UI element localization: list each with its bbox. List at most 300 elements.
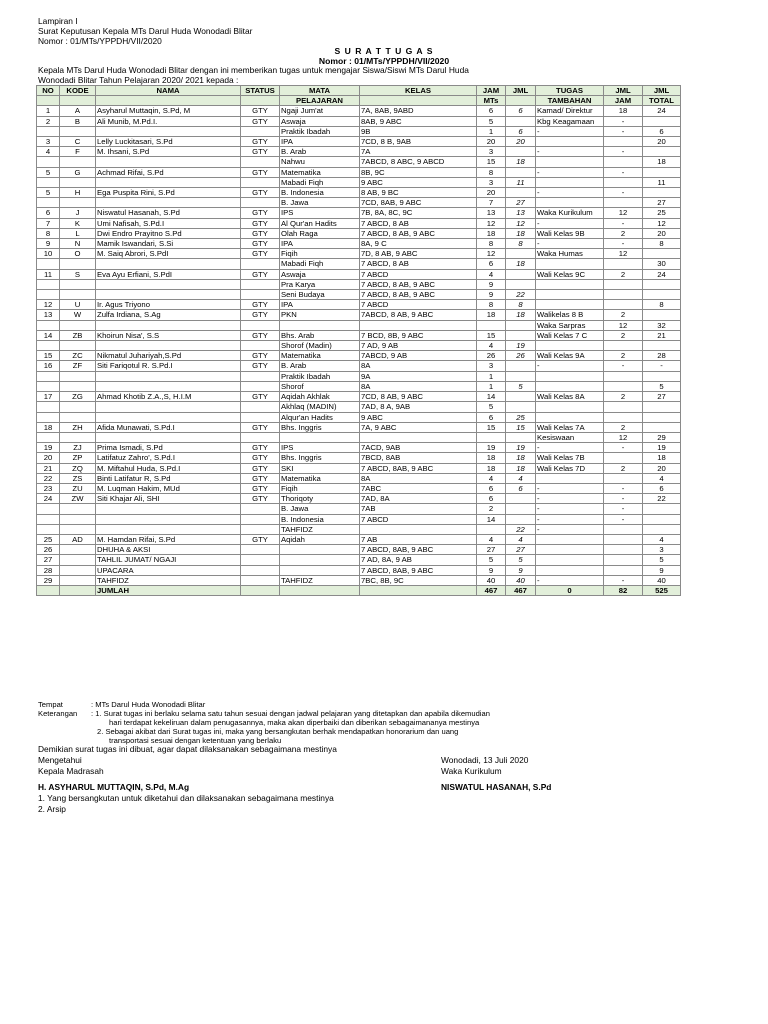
cell-jml-jam: 2 [604,310,643,320]
cell-mapel: B. Indonesia [280,188,360,198]
cell-jml-jam: - [604,494,643,504]
cell-status [241,126,280,136]
cell-jml-total: 4 [643,534,681,544]
cell-tugas: Kesiswaan [536,432,604,442]
cell-jml-jam: 2 [604,422,643,432]
cell-jml [506,392,536,402]
cell-no [37,126,60,136]
cell-tugas: Wali Kelas 9B [536,228,604,238]
cell-status: GTY [241,106,280,116]
cell-no: 2 [37,116,60,126]
cell-kelas: 7 BCD, 8B, 9 ABC [360,330,477,340]
cell-status [241,555,280,565]
cell-jam: 7 [477,198,506,208]
cell-mapel: Mabadi Fiqh [280,177,360,187]
cell-kode: W [60,310,96,320]
table-row [37,167,681,177]
cell-kode: O [60,249,96,259]
letter-number: Nomor : 01/MTs/YPPDH/VII/2020 [318,56,450,66]
col-tugas-sub: TAMBAHAN [536,96,604,106]
cell-jml [506,116,536,126]
cell-kelas: 7 ABCD, 8AB, 9 ABC [360,565,477,575]
cell-jml-total: 12 [643,218,681,228]
cell-mapel: Praktik Ibadah [280,371,360,381]
cell-mapel: PKN [280,310,360,320]
cell-mapel: Pra Karya [280,279,360,289]
cell-status: GTY [241,392,280,402]
cell-jml-jam [604,290,643,300]
cell-status: GTY [241,300,280,310]
cell-jam: 3 [477,361,506,371]
cell-kelas: 7CD, 8AB, 9 ABC [360,198,477,208]
cell-jam: 15 [477,157,506,167]
cell-kelas: 8 AB, 9 BC [360,188,477,198]
cell-jml-jam: - [604,147,643,157]
cell-jam: 20 [477,188,506,198]
cell-status: GTY [241,351,280,361]
cell-jml-total [643,402,681,412]
cell-status: GTY [241,269,280,279]
cell-no [37,259,60,269]
cell-kelas: 7 ABCD, 8AB, 9 ABC [360,463,477,473]
cell-jml-total [643,167,681,177]
cell-nama [96,402,241,412]
cell-tugas [536,534,604,544]
cell-kelas [360,524,477,534]
cell-jml-jam: - [604,126,643,136]
cell-jml: 20 [506,137,536,147]
cell-mapel: Matematika [280,167,360,177]
cell-tugas: - [536,126,604,136]
cell-jml: 27 [506,198,536,208]
cell-jam: 3 [477,147,506,157]
cell-jml: 22 [506,290,536,300]
cell-kode: AD [60,534,96,544]
attachment-label: Lampiran I [38,16,78,26]
total-jml: 467 [506,585,536,595]
cell-no: 3 [37,137,60,147]
cell-jml-total [643,412,681,422]
cell-tugas [536,473,604,483]
cell-status [241,259,280,269]
cell-jml: 18 [506,157,536,167]
cell-no: 26 [37,545,60,555]
cell-mapel: Al Qur'an Hadits [280,218,360,228]
cell-nama: Mamik Iswandari, S.Si [96,239,241,249]
cell-nama [96,381,241,391]
cell-mapel: Matematika [280,351,360,361]
cell-status: GTY [241,453,280,463]
cell-kode: ZS [60,473,96,483]
cell-jam: 20 [477,137,506,147]
table-header [37,86,681,106]
cell-nama: Ir. Agus Triyono [96,300,241,310]
cell-jml-total: 24 [643,106,681,116]
cell-nama: Umi Nafisah, S.Pd.I [96,218,241,228]
col-status-sub [241,96,280,106]
cell-kode: C [60,137,96,147]
cell-jml-total: 32 [643,320,681,330]
cell-nama [96,198,241,208]
cell-jml: 8 [506,300,536,310]
cell-jam: 27 [477,545,506,555]
cell-jml: 18 [506,463,536,473]
cell-no [37,320,60,330]
cell-kelas: 7 AD, 8A, 9 AB [360,555,477,565]
cell-kode: ZC [60,351,96,361]
cell-tugas: - [536,575,604,585]
cell-nama [96,341,241,351]
cell-no [37,402,60,412]
table-row [37,402,681,412]
cell-nama [96,371,241,381]
cell-mapel: Aswaja [280,269,360,279]
table-row [37,575,681,585]
cell-tugas: Kbg Keagamaan [536,116,604,126]
col-no: NO [37,86,60,96]
cell-no: 11 [37,269,60,279]
cell-kelas: 7CD, 8 B, 9AB [360,137,477,147]
distribution-note-1: 1. Yang bersangkutan untuk diketahui dan dilaksanakan sebagaimana mestinya [38,793,334,803]
col-jam-sub: MTs [477,96,506,106]
cell-jml-total: 29 [643,432,681,442]
cell-nama: Prima Ismadi, S.Pd [96,443,241,453]
cell-kelas: 7ABCD, 8 AB, 9 ABC [360,310,477,320]
cell-jam: 4 [477,534,506,544]
cell-jam: 40 [477,575,506,585]
cell-no [37,371,60,381]
cell-status: GTY [241,249,280,259]
cell-mapel: Bhs. Arab [280,330,360,340]
cell-kode [60,545,96,555]
cell-tugas: - [536,218,604,228]
cell-jam: 18 [477,310,506,320]
cell-tugas [536,555,604,565]
cell-jml-total: 5 [643,381,681,391]
cell-kode: ZP [60,453,96,463]
table-row [37,198,681,208]
table-row [37,453,681,463]
cell-nama: Binti Latifatur R, S.Pd [96,473,241,483]
curriculum-title: Waka Kurikulum [441,766,502,776]
table-row [37,473,681,483]
cell-jml-total: 27 [643,392,681,402]
cell-mapel: IPS [280,443,360,453]
principal-name: H. ASYHARUL MUTTAQIN, S.Pd, M.Ag [38,782,190,792]
cell-no [37,177,60,187]
cell-jml-total [643,504,681,514]
cell-no [37,524,60,534]
cell-no: 6 [37,208,60,218]
cell-kelas: 9 ABC [360,412,477,422]
cell-jam: 1 [477,371,506,381]
cell-jml [506,330,536,340]
cell-jml-total [643,310,681,320]
table-row [37,279,681,289]
cell-jml-jam: 2 [604,351,643,361]
cell-kode [60,402,96,412]
place-label: Tempat [38,700,63,709]
cell-status [241,177,280,187]
col-kelas: KELAS [360,86,477,96]
cell-status [241,575,280,585]
cell-jam: 18 [477,453,506,463]
cell-status [241,432,280,442]
cell-jam [477,320,506,330]
note-1: : 1. Surat tugas ini berlaku selama satu tahun sesuai dengan jadwal pelajaran yang ditetapkan dan apabila dikemudian [91,709,490,718]
cell-status [241,371,280,381]
cell-kode [60,290,96,300]
cell-mapel: SKI [280,463,360,473]
table-row [37,412,681,422]
cell-jml: 6 [506,126,536,136]
cell-jml-jam [604,545,643,555]
cell-kode: S [60,269,96,279]
cell-status [241,279,280,289]
cell-nama [96,157,241,167]
cell-jam: 1 [477,381,506,391]
cell-kode: ZB [60,330,96,340]
cell-jml-jam [604,341,643,351]
cell-jam: 12 [477,249,506,259]
cell-kode: L [60,228,96,238]
cell-jml: 19 [506,341,536,351]
cell-mapel: TAHFIDZ [280,575,360,585]
total-tugas: 0 [536,585,604,595]
cell-mapel: Bhs. Inggris [280,422,360,432]
cell-kode [60,432,96,442]
cell-nama: Zulfa Irdiana, S.Ag [96,310,241,320]
cell-jam: 4 [477,473,506,483]
table-row [37,351,681,361]
closing-text: Demikian surat tugas ini dibuat, agar dapat dilaksanakan sebagaimana mestinya [38,744,337,754]
cell-status: GTY [241,534,280,544]
total-row [37,585,681,595]
principal-title: Kepala Madrasah [38,766,104,776]
cell-jml-jam: 18 [604,106,643,116]
cell-jam: 5 [477,555,506,565]
col-jml-jam: JML [604,86,643,96]
cell-jam: 18 [477,228,506,238]
cell-status: GTY [241,473,280,483]
cell-mapel: Shorof (Madin) [280,341,360,351]
cell-kelas: 7 ABCD, 8 AB, 9 ABC [360,279,477,289]
cell-kode [60,514,96,524]
cell-kode [60,504,96,514]
cell-no: 15 [37,351,60,361]
cell-kode: J [60,208,96,218]
cell-jam: 3 [477,177,506,187]
intro-line-1: Kepala MTs Darul Huda Wonodadi Blitar dengan ini memberikan tugas untuk mengajar Siswa/Siswi MTs Darul Huda [38,65,469,75]
cell-jml-total [643,341,681,351]
col-jml: JML [506,86,536,96]
cell-jml-total: 19 [643,443,681,453]
cell-tugas [536,545,604,555]
cell-nama: Siti Khajar Ali, SHI [96,494,241,504]
cell-kode: ZU [60,483,96,493]
cell-jml-total [643,147,681,157]
cell-kelas: 7BC, 8B, 9C [360,575,477,585]
cell-kelas: 7AD, 8 A, 9AB [360,402,477,412]
cell-tugas [536,259,604,269]
cell-jml-jam [604,371,643,381]
cell-status: GTY [241,147,280,157]
cell-status: GTY [241,463,280,473]
cell-jml [506,494,536,504]
cell-tugas: Waka Sarpras [536,320,604,330]
col-jml-total-sub: TOTAL [643,96,681,106]
cell-tugas [536,198,604,208]
cell-kelas: 7 ABCD, 8 AB [360,259,477,269]
table-row [37,483,681,493]
table-row [37,218,681,228]
cell-nama [96,177,241,187]
cell-mapel: B. Indonesia [280,514,360,524]
cell-jml-jam: - [604,167,643,177]
cell-tugas [536,177,604,187]
cell-jml: 18 [506,259,536,269]
cell-mapel: B. Jawa [280,504,360,514]
cell-nama: TAHLIL JUMAT/ NGAJI [96,555,241,565]
cell-jml: 5 [506,381,536,391]
cell-nama: Afida Munawati, S.Pd.I [96,422,241,432]
cell-kelas: 8AB, 9 ABC [360,116,477,126]
cell-jml-total: 11 [643,177,681,187]
cell-nama: Dwi Endro Prayitno S.Pd [96,228,241,238]
cell-jam: 6 [477,259,506,269]
cell-kelas: 8A [360,361,477,371]
cell-jml-total: 20 [643,228,681,238]
cell-jml-jam: 2 [604,463,643,473]
cell-jml [506,361,536,371]
cell-jml-jam [604,565,643,575]
cell-nama: Latifatuz Zahro', S.Pd.I [96,453,241,463]
table-row [37,116,681,126]
table-row [37,147,681,157]
cell-jml-jam: 2 [604,330,643,340]
cell-tugas [536,290,604,300]
cell-jml-jam: - [604,188,643,198]
cell-jam: 14 [477,392,506,402]
table-row [37,249,681,259]
cell-no: 9 [37,239,60,249]
cell-jam: 6 [477,412,506,422]
cell-jml-jam: 2 [604,392,643,402]
cell-jml [506,249,536,259]
cell-mapel: IPA [280,137,360,147]
col-jml-sub [506,96,536,106]
cell-no: 12 [37,300,60,310]
cell-jam: 1 [477,126,506,136]
col-mapel-sub: PELAJARAN [280,96,360,106]
cell-no: 17 [37,392,60,402]
cell-tugas [536,381,604,391]
cell-kelas: 7 ABCD, 8AB, 9 ABC [360,545,477,555]
cell-nama [96,126,241,136]
cell-nama: Eva Ayu Erfiani, S.PdI [96,269,241,279]
cell-mapel: Nahwu [280,157,360,167]
cell-jml [506,188,536,198]
cell-jml-jam: 12 [604,208,643,218]
cell-status: GTY [241,330,280,340]
table-row [37,494,681,504]
decree-number: Nomor : 01/MTs/YPPDH/VII/2020 [38,36,162,46]
col-no-sub [37,96,60,106]
table-row [37,208,681,218]
cell-nama: TAHFIDZ [96,575,241,585]
cell-mapel: IPS [280,208,360,218]
cell-jml-jam: 12 [604,432,643,442]
cell-jml-total [643,249,681,259]
cell-tugas: - [536,514,604,524]
cell-kelas: 7AB [360,504,477,514]
cell-jml-total: 6 [643,126,681,136]
cell-kelas: 7AD, 8A [360,494,477,504]
cell-no: 13 [37,310,60,320]
cell-nama: Nikmatul Juhariyah,S.Pd [96,351,241,361]
table-row [37,126,681,136]
cell-jml-jam [604,453,643,463]
total-jml-jam: 82 [604,585,643,595]
cell-jml-total: - [643,361,681,371]
cell-nama: Ega Puspita Rini, S.Pd [96,188,241,198]
cell-kelas: 7 ABCD, 8 AB, 9 ABC [360,290,477,300]
cell-nama: Niswatul Hasanah, S.Pd [96,208,241,218]
cell-kode: ZF [60,361,96,371]
cell-no: 7 [37,218,60,228]
note-2-cont: transportasi sesuai dengan ketentuan yang berlaku [109,736,282,745]
cell-kode: U [60,300,96,310]
cell-status [241,402,280,412]
cell-tugas: Wali Kelas 8A [536,392,604,402]
cell-no: 14 [37,330,60,340]
cell-status: GTY [241,167,280,177]
cell-nama: Ali Munib, M.Pd.I. [96,116,241,126]
cell-tugas: - [536,494,604,504]
table-row [37,341,681,351]
cell-kode: N [60,239,96,249]
cell-jam: 15 [477,330,506,340]
cell-mapel: Bhs. Inggris [280,453,360,463]
cell-nama: Lelly Luckitasari, S.Pd [96,137,241,147]
cell-no: 27 [37,555,60,565]
cell-kode: ZH [60,422,96,432]
cell-status [241,320,280,330]
cell-kode [60,412,96,422]
cell-no: 24 [37,494,60,504]
cell-jam: 14 [477,514,506,524]
cell-tugas: Kamad/ Direktur [536,106,604,116]
cell-no: 16 [37,361,60,371]
cell-jam: 8 [477,167,506,177]
cell-jml-total: 27 [643,198,681,208]
cell-mapel: TAHFIDZ [280,524,360,534]
cell-jml-total: 28 [643,351,681,361]
cell-kelas: 7 ABCD [360,300,477,310]
cell-kelas: 7ABCD, 9 AB [360,351,477,361]
cell-mapel: Mabadi Fiqh [280,259,360,269]
cell-jml-total [643,188,681,198]
cell-no: 10 [37,249,60,259]
cell-mapel [280,320,360,330]
cell-jml-total: 21 [643,330,681,340]
cell-jml-total [643,422,681,432]
cell-tugas [536,341,604,351]
cell-tugas: - [536,483,604,493]
table-row [37,269,681,279]
cell-jam: 8 [477,239,506,249]
cell-jml-total: 24 [643,269,681,279]
